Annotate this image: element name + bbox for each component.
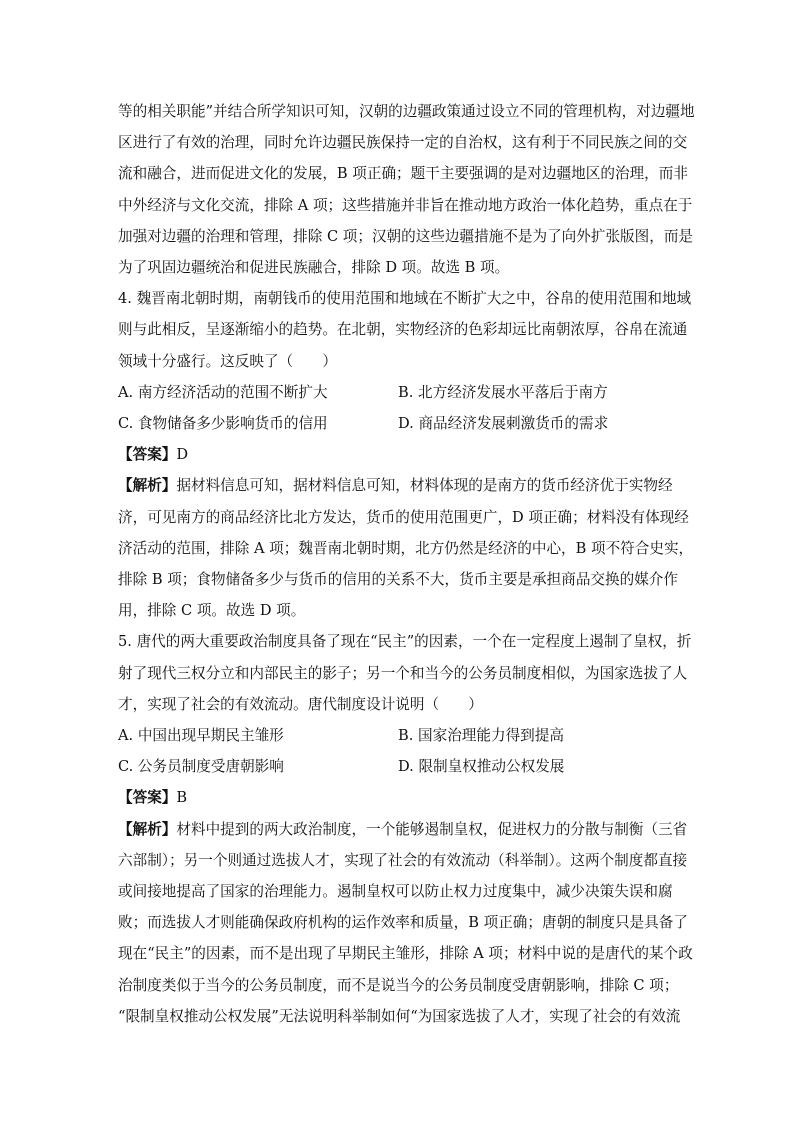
text-line: 济活动的范围，排除 A 项；魏晋南北朝时期，北方仍然是经济的中心，B 项不符合史实，	[118, 539, 694, 557]
answer-label: 【答案】	[118, 446, 177, 464]
text-line: 为了巩固边疆统治和促进民族融合，排除 D 项。故选 B 项。	[118, 259, 510, 277]
text-line: 区进行了有效的治理，同时允许边疆民族保持一定的自治权，这有利于不同民族之间的交	[118, 134, 688, 152]
text-line: 用，排除 C 项。故选 D 项。	[118, 602, 306, 620]
answer-value: B	[176, 789, 188, 807]
text-line: “限制皇权推动公权发展”无法说明科举制如何“为国家选拔了人才，实现了社会的有效流	[118, 1007, 681, 1025]
q5-stem-line: 射了现代三权分立和内部民主的影子；另一个和当今的公务员制度相似，为国家选拔了人	[118, 664, 688, 682]
text-line: 据材料信息可知，据材料信息可知，材料体现的是南方的货币经济优于实物经	[176, 477, 673, 495]
answer-label: 【答案】	[118, 789, 177, 807]
q5-stem-line: 5. 唐代的两大重要政治制度具备了现在“民主”的因素，一个在一定程度上遏制了皇权，折	[118, 633, 692, 651]
text-line: 等的相关职能”并结合所学知识可知，汉朝的边疆政策通过设立不同的管理机构，对边疆地	[118, 103, 695, 120]
text-line: 现在“民主”的因素，而不是出现了早期民主雏形，排除 A 项；材料中说的是唐代的某个政	[118, 945, 693, 963]
q4-options	[118, 377, 678, 439]
q5-option-a: A. 中国出现早期民主雏形	[118, 727, 284, 745]
text-line: 流和融合，进而促进文化的发展，B 项正确；题干主要强调的是对边疆地区的治理，而非	[118, 165, 688, 183]
q5-option-c: C. 公务员制度受唐朝影响	[118, 758, 284, 776]
q4-analysis	[118, 470, 694, 626]
text-line: 或间接地提高了国家的治理能力。遏制皇权可以防止权力过度集中，减少决策失误和腐	[118, 883, 673, 901]
q4-stem-line: 领域十分盛行。这反映了（ ）	[118, 352, 337, 370]
q4-stem-line: 4. 魏晋南北朝时期，南朝钱币的使用范围和地域在不断扩大之中，谷帛的使用范围和地域	[118, 290, 692, 308]
q4-option-c: C. 食物储备多少影响货币的信用	[118, 415, 328, 433]
q4-option-d: D. 商品经济发展刺激货币的需求	[398, 415, 609, 433]
q4-stem-line: 则与此相反，呈逐渐缩小的趋势。在北朝，实物经济的色彩却远比南朝浓厚，谷帛在流通	[118, 321, 688, 339]
document-page	[118, 96, 695, 1032]
q4-option-a: A. 南方经济活动的范围不断扩大	[118, 383, 328, 401]
text-line: 排除 B 项；食物储备多少与货币的信用的关系不大，货币主要是承担商品交换的媒介作	[118, 571, 678, 589]
analysis-label: 【解析】	[118, 820, 177, 838]
text-line: 败；而选拔人才则能确保政府机构的运作效率和质量，B 项正确；唐朝的制度只是具备了	[118, 914, 688, 932]
text-line: 中外经济与文化交流，排除 A 项；这些措施并非旨在推动地方政治一体化趋势，重点在于	[118, 196, 693, 214]
analysis-label: 【解析】	[118, 477, 177, 495]
question-5	[118, 626, 692, 720]
q5-options	[118, 720, 678, 782]
question-4	[118, 283, 692, 377]
q4-option-b: B. 北方经济发展水平落后于南方	[398, 383, 608, 401]
text-line: 加强对边疆的治理和管理，排除 C 项；汉朝的这些边疆措施不是为了向外扩张版图，而是	[118, 227, 694, 245]
text-line: 材料中提到的两大政治制度，一个能够遏制皇权，促进权力的分散与制衡（三省	[176, 820, 688, 838]
q5-answer	[118, 782, 678, 813]
text-line: 治制度类似于当今的公务员制度，而不是说当今的公务员制度受唐朝影响，排除 C 项；	[118, 976, 679, 994]
q4-answer	[118, 439, 678, 470]
answer-value: D	[176, 446, 189, 464]
text-line: 六部制）；另一个则通过选拔人才，实现了社会的有效流动（科举制）。这两个制度都直接	[118, 851, 688, 869]
text-line: 济，可见南方的商品经济比北方发达，货币的使用范围更广，D 项正确；材料没有体现经	[118, 508, 689, 526]
q5-option-d: D. 限制皇权推动公权发展	[398, 758, 565, 776]
prev-explanation	[118, 96, 695, 283]
q5-stem-line: 才，实现了社会的有效流动。唐代制度设计说明（ ）	[118, 695, 483, 713]
q5-option-b: B. 国家治理能力得到提高	[398, 727, 564, 745]
q5-analysis	[118, 814, 693, 1032]
